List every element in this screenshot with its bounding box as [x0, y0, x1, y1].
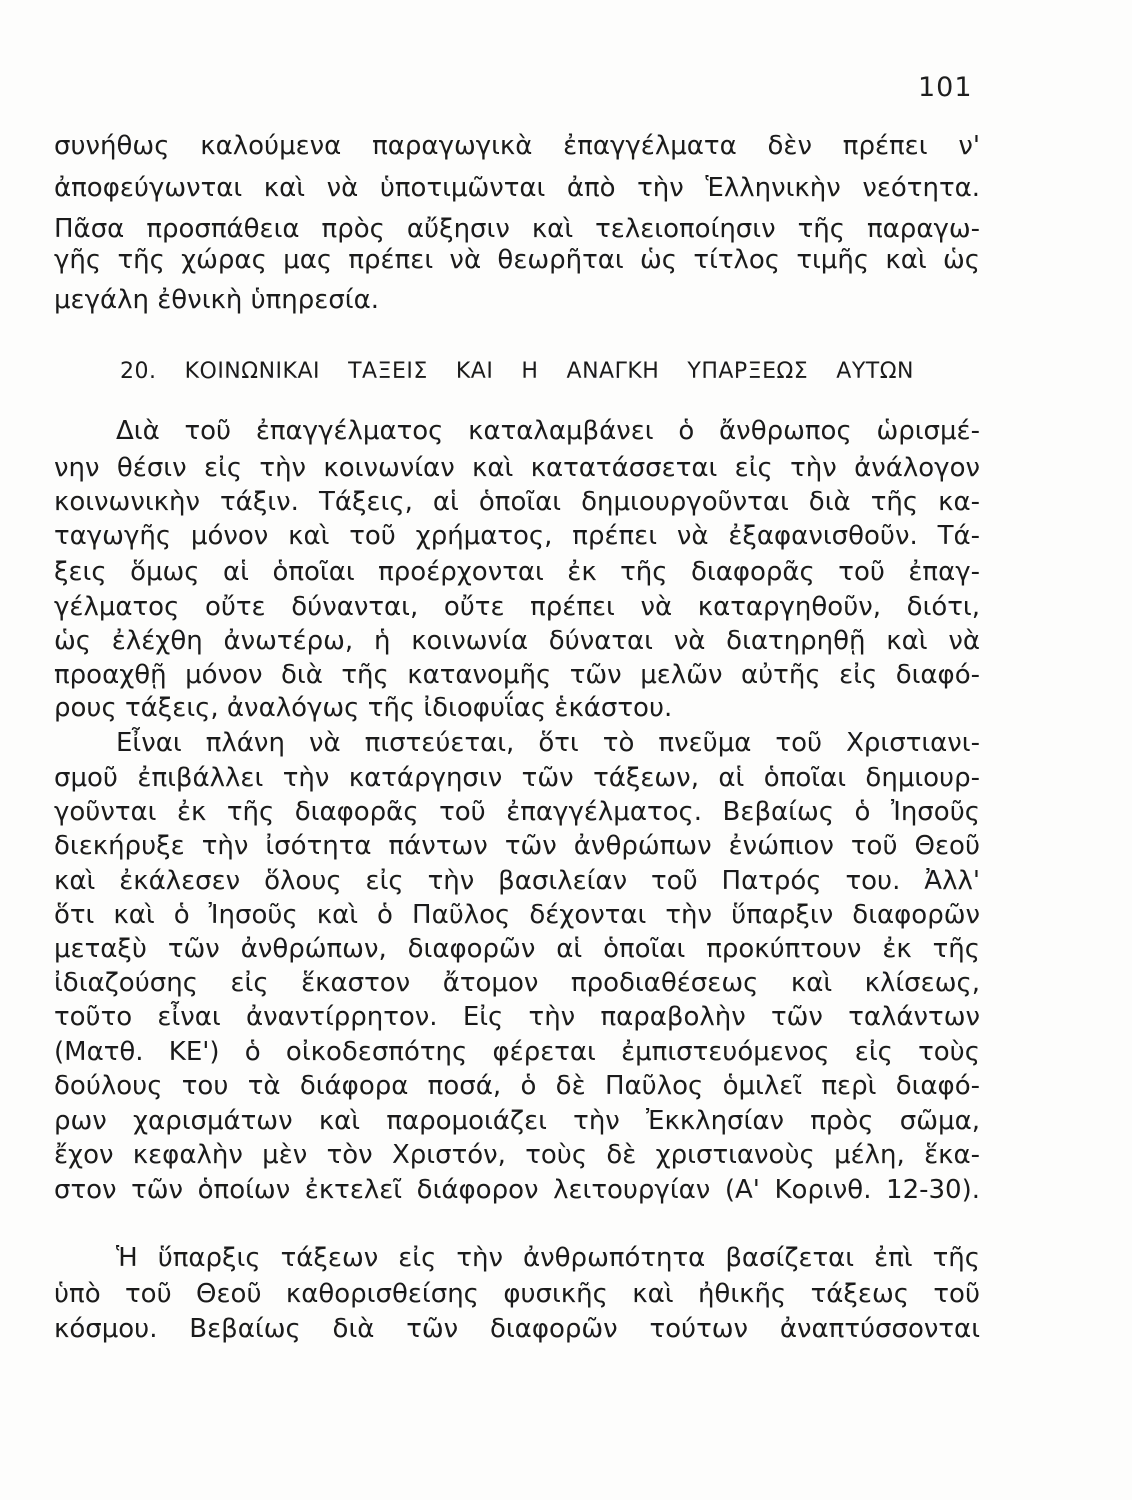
text-line: Εἶναι πλάνη νὰ πιστεύεται, ὅτι τὸ πνεῦμα τοῦ Χριστιανι-: [116, 728, 980, 758]
text-line: κοινωνικὴν τάξιν. Τάξεις, αἱ ὁποῖαι δημιουργοῦνται διὰ τῆς κα-: [54, 487, 980, 517]
text-line: προαχθῇ μόνον διὰ τῆς κατανομῆς τῶν μελῶν αὐτῆς εἰς διαφό-: [54, 660, 980, 690]
text-line: καὶ ἐκάλεσεν ὅλους εἰς τὴν βασιλείαν τοῦ Πατρός του. Ἀλλ': [54, 866, 980, 896]
text-line: μεγάλη ἐθνικὴ ὑπηρεσία.: [54, 285, 380, 315]
text-line: δούλους του τὰ διάφορα ποσά, ὁ δὲ Παῦλος ὁμιλεῖ περὶ διαφό-: [54, 1071, 980, 1101]
text-line: ὅτι καὶ ὁ Ἰησοῦς καὶ ὁ Παῦλος δέχονται τὴν ὕπαρξιν διαφορῶν: [54, 900, 980, 930]
section-heading: 20. ΚΟΙΝΩΝΙΚΑΙ ΤΑΞΕΙΣ ΚΑΙ Η ΑΝΑΓΚΗ ΥΠΑΡΞΕΩΣ ΑΥΤΩΝ: [120, 359, 914, 384]
text-line: Πᾶσα προσπάθεια πρὸς αὔξησιν καὶ τελειοποίησιν τῆς παραγω-: [54, 214, 980, 244]
text-line: σμοῦ ἐπιβάλλει τὴν κατάργησιν τῶν τάξεων, αἱ ὁποῖαι δημιουρ-: [54, 763, 980, 793]
text-line: ρους τάξεις, ἀναλόγως τῆς ἰδιοφυΐας ἑκάστου.: [54, 693, 673, 723]
text-line: ἰδιαζούσης εἰς ἕκαστον ἄτομον προδιαθέσεως καὶ κλίσεως,: [54, 968, 980, 998]
text-line: κόσμου. Βεβαίως διὰ τῶν διαφορῶν τούτων ἀναπτύσσονται: [54, 1314, 980, 1344]
text-line: διεκήρυξε τὴν ἰσότητα πάντων τῶν ἀνθρώπων ἐνώπιον τοῦ Θεοῦ: [54, 831, 980, 861]
text-line: Διὰ τοῦ ἐπαγγέλματος καταλαμβάνει ὁ ἄνθρωπος ὡρισμέ-: [116, 416, 980, 446]
text-line: ὑπὸ τοῦ Θεοῦ καθορισθείσης φυσικῆς καὶ ἠθικῆς τάξεως τοῦ: [54, 1279, 980, 1309]
text-line: νην θέσιν εἰς τὴν κοινωνίαν καὶ κατατάσσεται εἰς τὴν ἀνάλογον: [54, 453, 980, 483]
text-line: ἀποφεύγωνται καὶ νὰ ὑποτιμῶνται ἀπὸ τὴν Ἑλληνικὴν νεότητα.: [54, 173, 980, 203]
text-line: γοῦνται ἐκ τῆς διαφορᾶς τοῦ ἐπαγγέλματος. Βεβαίως ὁ Ἰησοῦς: [54, 797, 980, 827]
text-line: ἔχον κεφαλὴν μὲν τὸν Χριστόν, τοὺς δὲ χριστιανοὺς μέλη, ἕκα-: [54, 1140, 980, 1170]
text-line: ὡς ἐλέχθη ἀνωτέρω, ἡ κοινωνία δύναται νὰ διατηρηθῇ καὶ νὰ: [54, 626, 980, 656]
text-line: στον τῶν ὁποίων ἐκτελεῖ διάφορον λειτουργίαν (Α' Κορινθ. 12-30).: [54, 1175, 980, 1205]
text-line: τοῦτο εἶναι ἀναντίρρητον. Εἰς τὴν παραβολὴν τῶν ταλάντων: [54, 1002, 980, 1032]
text-line: γῆς τῆς χώρας μας πρέπει νὰ θεωρῆται ὡς τίτλος τιμῆς καὶ ὡς: [54, 245, 980, 275]
text-line: (Ματθ. ΚΕ') ὁ οἰκοδεσπότης φέρεται ἐμπιστευόμενος εἰς τοὺς: [54, 1037, 980, 1067]
text-line: ξεις ὅμως αἱ ὁποῖαι προέρχονται ἐκ τῆς διαφορᾶς τοῦ ἐπαγ-: [54, 557, 980, 587]
text-line: ταγωγῆς μόνον καὶ τοῦ χρήματος, πρέπει νὰ ἐξαφανισθοῦν. Τά-: [54, 521, 980, 551]
text-line: ρων χαρισμάτων καὶ παρομοιάζει τὴν Ἐκκλησίαν πρὸς σῶμα,: [54, 1106, 980, 1136]
text-line: μεταξὺ τῶν ἀνθρώπων, διαφορῶν αἱ ὁποῖαι προκύπτουν ἐκ τῆς: [54, 934, 980, 964]
text-line: συνήθως καλούμενα παραγωγικὰ ἐπαγγέλματα δὲν πρέπει ν': [54, 131, 980, 161]
page-number: 101: [918, 72, 973, 103]
text-line: Ἡ ὕπαρξις τάξεων εἰς τὴν ἀνθρωπότητα βασίζεται ἐπὶ τῆς: [116, 1243, 980, 1273]
text-line: γέλματος οὔτε δύνανται, οὔτε πρέπει νὰ καταργηθοῦν, διότι,: [54, 592, 980, 622]
